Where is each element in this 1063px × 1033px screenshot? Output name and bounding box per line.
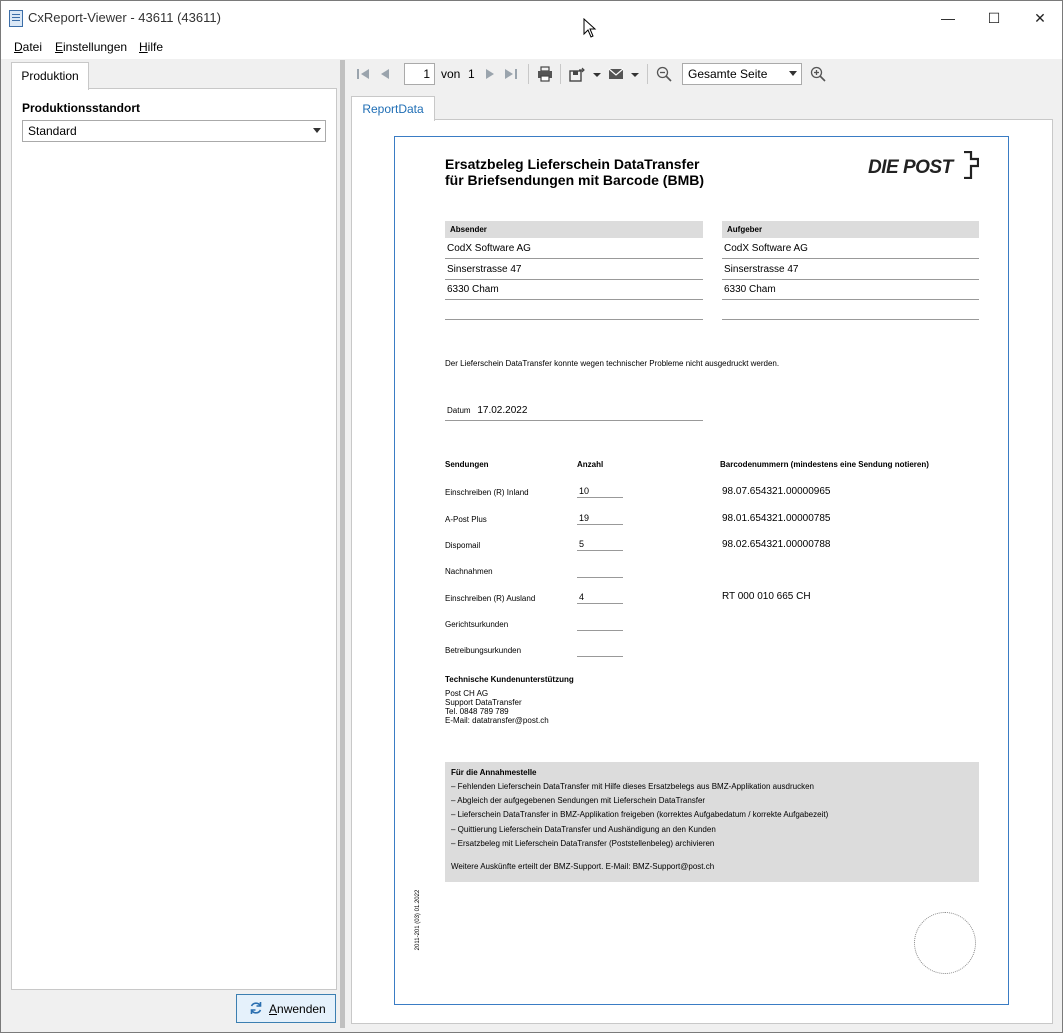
- support-line: Tel. 0848 789 789: [445, 707, 509, 716]
- page-number-input[interactable]: [404, 63, 435, 85]
- row-count: 5: [577, 537, 623, 551]
- sender-line: CodX Software AG: [445, 239, 703, 259]
- menu-einstellungen[interactable]: [55, 40, 127, 54]
- menu-datei-accel: D: [14, 40, 23, 54]
- minimize-button[interactable]: —: [941, 10, 955, 26]
- support-line: Post CH AG: [445, 689, 489, 698]
- previous-page-icon[interactable]: [378, 67, 392, 81]
- title-line-2: für Briefsendungen mit Barcode (BMB): [445, 172, 705, 188]
- chevron-down-icon: [789, 71, 797, 76]
- support-title: Technische Kundenunterstützung: [445, 675, 574, 684]
- zoom-out-icon[interactable]: [656, 66, 672, 82]
- next-page-icon[interactable]: [483, 67, 497, 81]
- form-code: 2011-201 (03) 01.2022: [415, 889, 421, 951]
- toolbar-separator: [647, 64, 648, 84]
- row-barcode: 98.07.654321.00000965: [722, 486, 831, 497]
- col-barcodes: Barcodenummern (mindestens eine Sendung notieren): [720, 460, 929, 469]
- window-title: CxReport-Viewer - 43611 (43611): [28, 10, 221, 25]
- sender-line: Sinserstrasse 47: [445, 260, 703, 280]
- mail-dropdown-icon[interactable]: [631, 73, 639, 77]
- sender-line: [445, 300, 703, 320]
- last-page-icon[interactable]: [504, 67, 518, 81]
- row-name: Nachnahmen: [445, 567, 493, 576]
- close-button[interactable]: ✕: [1034, 10, 1046, 26]
- menu-hilfe-accel: H: [139, 40, 148, 54]
- row-count: [577, 643, 623, 657]
- maximize-button[interactable]: ☐: [987, 10, 1001, 26]
- box-footer: Weitere Auskünfte erteilt der BMZ-Support. E-Mail: BMZ-Support@post.ch: [451, 862, 715, 871]
- date-label: Datum: [447, 406, 471, 415]
- panel-splitter[interactable]: [340, 60, 345, 1028]
- zoom-in-icon[interactable]: [810, 66, 826, 82]
- menu-datei[interactable]: [14, 40, 42, 54]
- zoom-select[interactable]: [682, 63, 802, 85]
- produktionsstandort-value: Standard: [28, 124, 77, 138]
- row-name: Gerichtsurkunden: [445, 620, 509, 629]
- consignor-line: 6330 Cham: [722, 280, 979, 300]
- box-line: – Quittierung Lieferschein DataTransfer und Aushändigung an den Kunden: [451, 825, 716, 834]
- row-name: Dispomail: [445, 541, 481, 550]
- produktionsstandort-label: Produktionsstandort: [22, 101, 141, 115]
- toolbar-separator: [528, 64, 529, 84]
- menu-bar: [1, 35, 1062, 59]
- row-name: Einschreiben (R) Inland: [445, 488, 529, 497]
- consignor-line: Sinserstrasse 47: [722, 260, 979, 280]
- chevron-down-icon: [313, 128, 321, 133]
- post-logo: [868, 151, 980, 183]
- row-name: Betreibungsurkunden: [445, 646, 522, 655]
- tab-produktion[interactable]: Produktion: [11, 62, 89, 90]
- row-count: 19: [577, 511, 623, 525]
- print-icon[interactable]: [537, 66, 553, 82]
- row-barcode: RT 000 010 665 CH: [722, 591, 811, 602]
- page-number-value: 1: [423, 67, 430, 81]
- mail-icon[interactable]: [608, 67, 624, 81]
- export-icon[interactable]: [569, 66, 585, 82]
- consignor-header: Aufgeber: [722, 221, 979, 238]
- row-barcode: 98.01.654321.00000785: [722, 513, 831, 524]
- refresh-icon: [249, 1001, 263, 1015]
- export-dropdown-icon[interactable]: [593, 73, 601, 77]
- row-count: 4: [577, 590, 623, 604]
- row-name: A-Post Plus: [445, 515, 487, 524]
- row-name: Einschreiben (R) Ausland: [445, 594, 536, 603]
- support-block: [445, 689, 549, 725]
- date-row: [445, 401, 703, 421]
- box-title: Für die Annahmestelle: [451, 768, 537, 777]
- total-pages: 1: [468, 67, 475, 81]
- notice-text: Der Lieferschein DataTransfer konnte wegen technischer Probleme nicht ausgedruckt werden.: [445, 359, 780, 368]
- apply-button-label: [269, 1002, 326, 1016]
- parameter-panel: [11, 88, 337, 990]
- menu-hilfe[interactable]: [139, 40, 163, 54]
- toolbar-separator: [560, 64, 561, 84]
- post-logo-text: DIE POST: [868, 157, 953, 178]
- box-line: – Ersatzbeleg mit Lieferschein DataTransfer (Poststellenbeleg) archivieren: [451, 839, 715, 848]
- row-count: [577, 564, 623, 578]
- menu-datei-label: atei: [22, 40, 43, 54]
- swiss-cross-icon: [957, 151, 979, 179]
- row-count: [577, 617, 623, 631]
- menu-einstellungen-accel: E: [55, 40, 64, 54]
- support-line: Support DataTransfer: [445, 698, 522, 707]
- apply-rest: nwenden: [277, 1002, 326, 1016]
- acceptance-box: [445, 762, 979, 882]
- first-page-icon[interactable]: [356, 67, 370, 81]
- row-count: 10: [577, 484, 623, 498]
- document-title: [445, 156, 704, 188]
- menu-einstellungen-label: instellungen: [63, 40, 128, 54]
- title-line-1: Ersatzbeleg Lieferschein DataTransfer: [445, 156, 700, 172]
- of-label: von: [441, 67, 461, 81]
- date-value: 17.02.2022: [477, 405, 528, 416]
- col-shipments: Sendungen: [445, 460, 489, 469]
- tab-reportdata[interactable]: ReportData: [351, 96, 435, 121]
- sender-line: 6330 Cham: [445, 280, 703, 300]
- apply-accel: A: [269, 1002, 278, 1016]
- box-line: – Abgleich der aufgegebenen Sendungen mit Lieferschein DataTransfer: [451, 796, 706, 805]
- produktionsstandort-select[interactable]: [22, 120, 326, 142]
- stamp-circle: [914, 912, 976, 974]
- col-count: Anzahl: [577, 460, 604, 469]
- sender-header: Absender: [445, 221, 703, 238]
- support-line: E-Mail: datatransfer@post.ch: [445, 716, 549, 725]
- box-line: – Lieferschein DataTransfer in BMZ-Applikation freigeben (korrektes Aufgabedatum / korrekte Aufgabezeit): [451, 810, 829, 819]
- app-icon: [9, 10, 23, 27]
- menu-hilfe-label: ilfe: [147, 40, 164, 54]
- box-line: – Fehlenden Lieferschein DataTransfer mit Hilfe dieses Ersatzbelegs aus BMZ-Applikation ausdrucken: [451, 782, 814, 791]
- row-barcode: 98.02.654321.00000788: [722, 539, 831, 550]
- apply-button[interactable]: [236, 994, 336, 1023]
- consignor-line: [722, 300, 979, 320]
- mouse-cursor-icon: [583, 18, 597, 38]
- consignor-line: CodX Software AG: [722, 239, 979, 259]
- title-bar: [1, 1, 1062, 35]
- zoom-value: Gesamte Seite: [688, 67, 768, 81]
